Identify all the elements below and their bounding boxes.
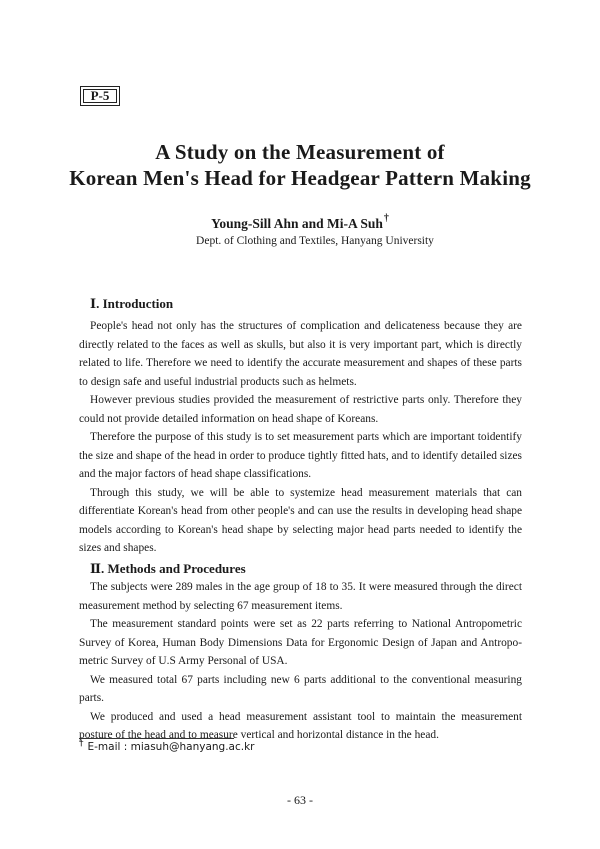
paragraph: The measurement standard points were set as 22 parts referring to National Antropometric Survey of Korea, Human Body Dimensions Data for Ergonomic Design of Japan and Antropo-metric Survey of U.S Army Personal of USA. [79,618,522,667]
footnote-mark: † [79,739,84,749]
paper-title-line-2: Korean Men's Head for Headgear Pattern Making [69,166,531,190]
footnote-email: E-mail : miasuh@hanyang.ac.kr [87,741,255,753]
section-heading-methods: Ⅱ. Methods and Procedures [90,561,246,576]
session-label: P-5 [90,88,110,103]
paragraph: The subjects were 289 males in the age group of 18 to 35. It were measured through the direct measurement method by selecting 67 measurement items. [79,581,522,612]
paragraph: Through this study, we will be able to systemize head measurement materials that can differentiate Korean's head from other people's and can use the results in developing head shape models according to Korean's head shape by selecting major head parts needed to identify the sizes and shapes. [79,486,522,554]
author-dagger-mark: † [383,213,389,224]
paper-title-line-1: A Study on the Measurement of [155,140,445,164]
page-number: - 63 - [287,793,313,807]
paragraph: We measured total 67 parts including new 6 parts additional to the conventional measuring parts. [79,673,522,704]
section-heading-introduction: Ⅰ. Introduction [90,296,174,311]
author-names: Young-Sill Ahn and Mi-A Suh [211,216,383,231]
footnote [79,741,255,753]
paragraph: We produced and used a head measurement assistant tool to maintain the measurement posture of the head and to measure vertical and horizontal distance in the head. [79,710,522,741]
affiliation: Dept. of Clothing and Textiles, Hanyang University [196,235,434,247]
paragraph: Therefore the purpose of this study is to set measurement parts which are important toidentify the size and shape of the head in order to produce tightly fitted hats, and to identify detailed sizes and the major factors of head shape classifications. [79,431,522,480]
methods-body [79,578,522,745]
footnote-divider [79,738,234,739]
paragraph: However previous studies provided the measurement of restrictive parts only. Therefore they could not provide detailed information on head shape of Koreans. [79,394,522,425]
authors [0,213,600,232]
introduction-body [79,317,522,558]
paragraph: People's head not only has the structures of complication and delicateness because they are directly related to the faces as well as skulls, but also it is very important part, which is directly related to life. Therefore we need to identify the accurate measurement and shapes of these parts to design safe and useful industrial products such as helmets. [79,320,522,388]
session-label-box [80,86,120,106]
